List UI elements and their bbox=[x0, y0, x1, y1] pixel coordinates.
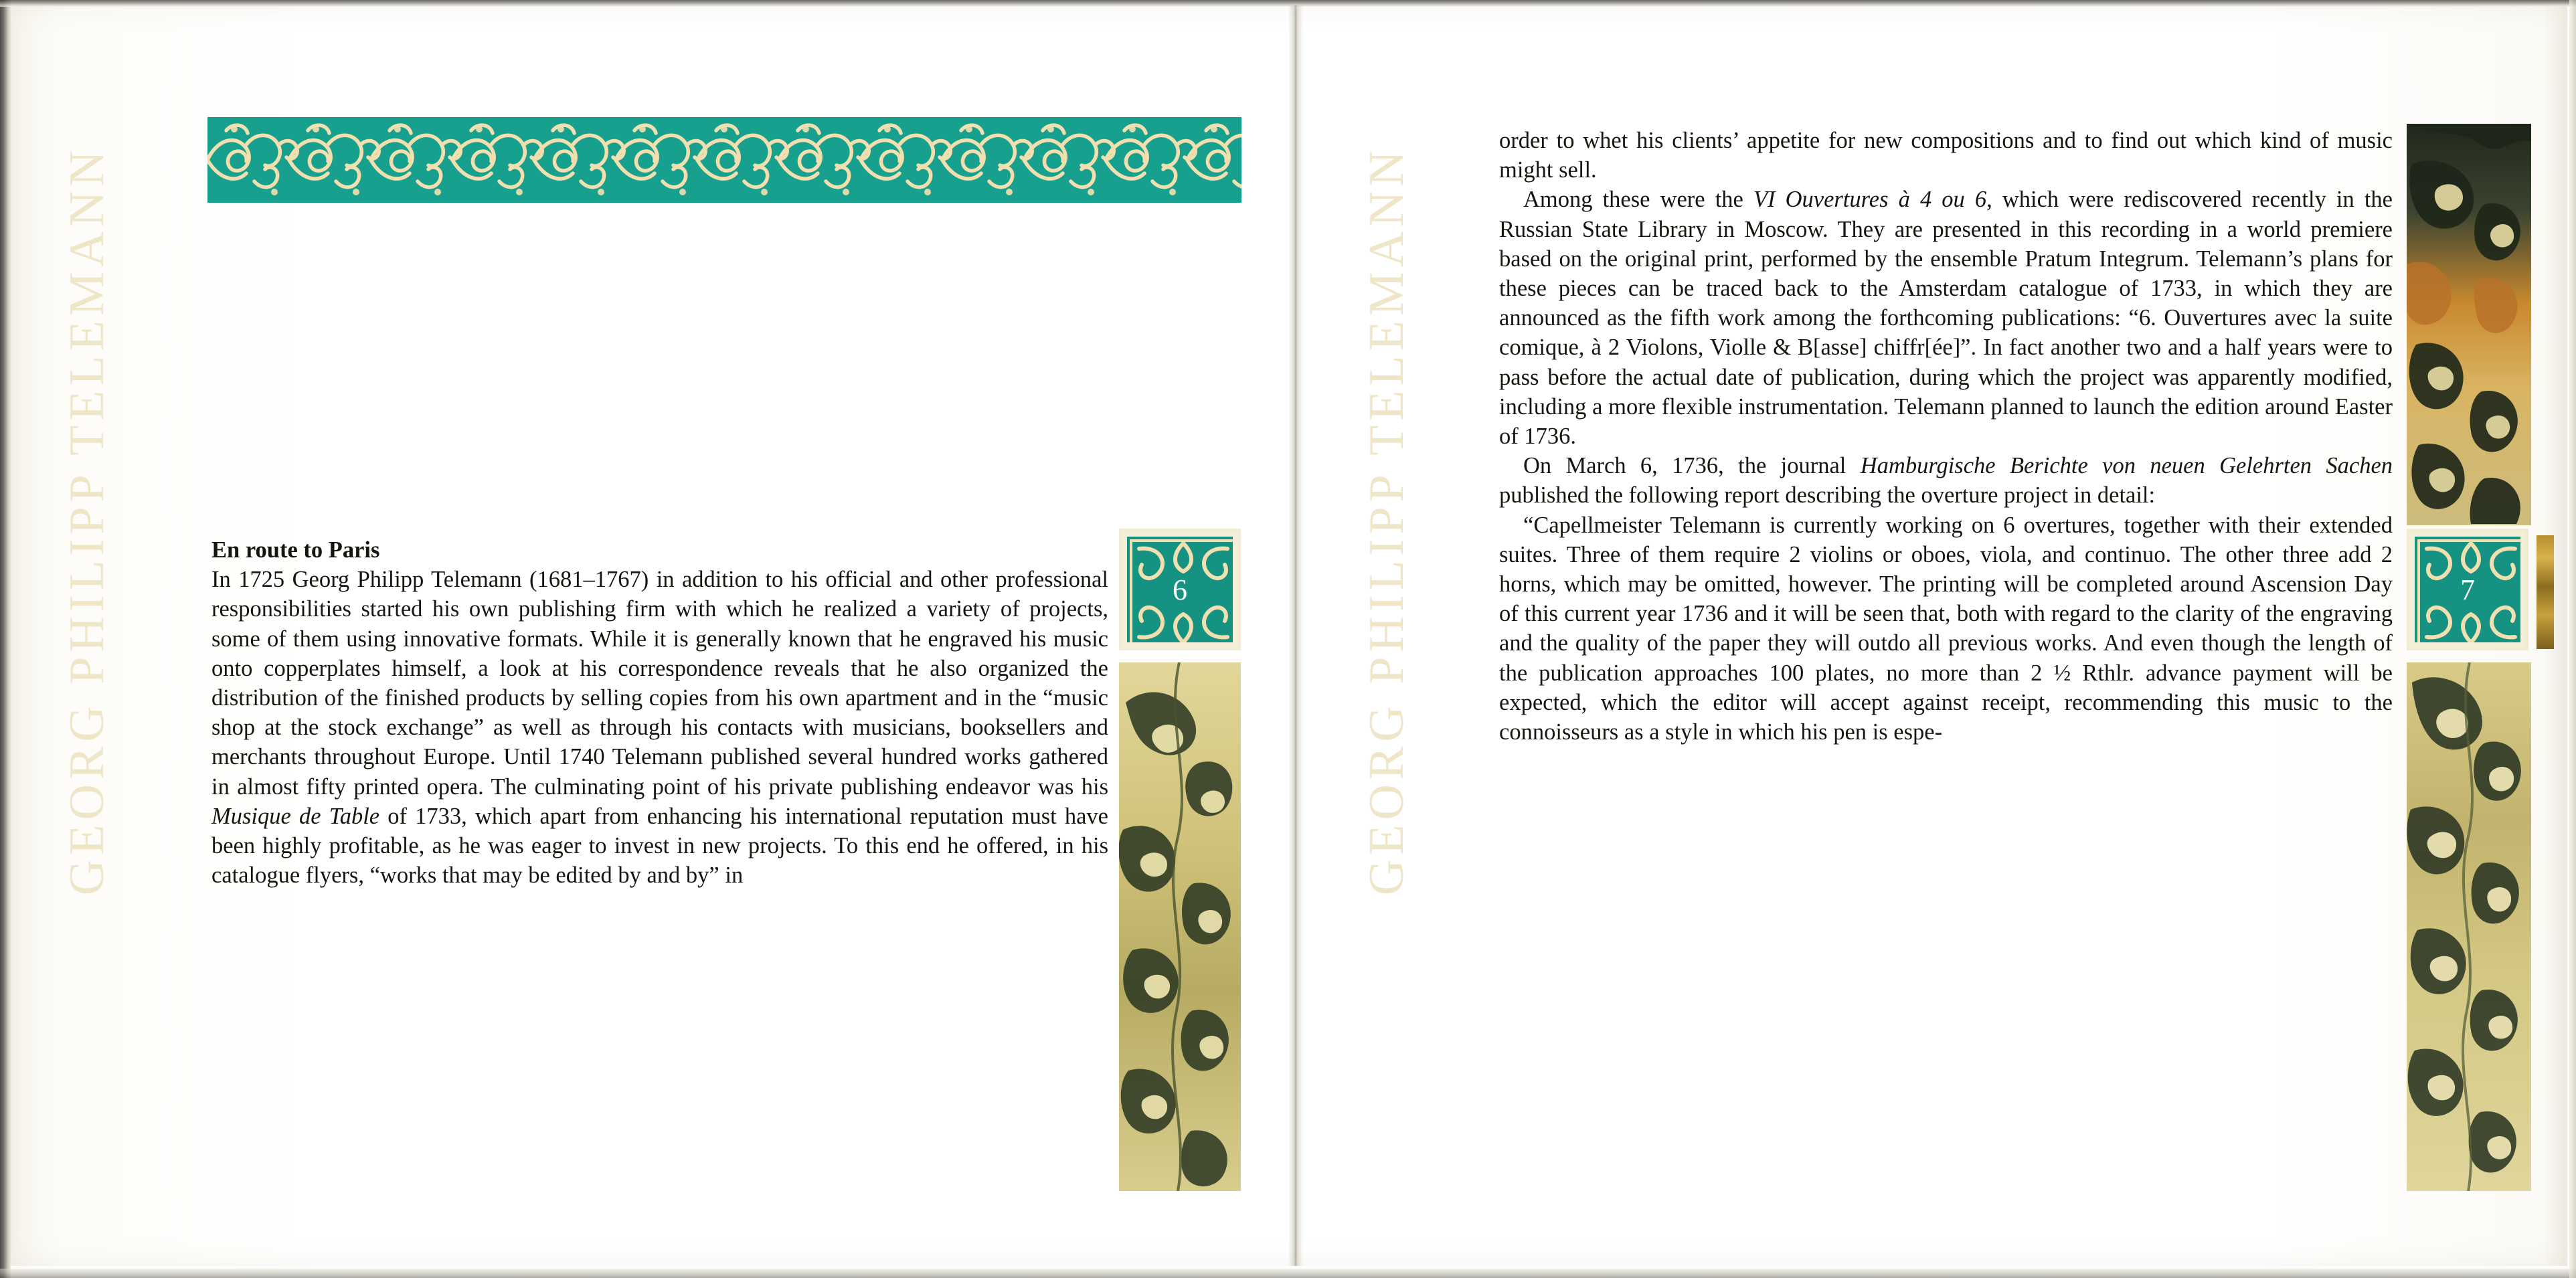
italic-work-title: VI Ouvertures à 4 ou 6 bbox=[1753, 187, 1987, 213]
right-page-paragraph-1 bbox=[1499, 126, 2393, 185]
scan-edge-bottom bbox=[0, 1269, 2576, 1278]
paragraph-body: “Capellmeister Telemann is currently working on 6 overtures, together with their extended suites. Three of them require 2 violins or oboes, viola, and continuo. The other three add 2 horns, which may be omitted, however. The printing will be completed around Ascension Day of this current year 1736 and it will be seen that, both with regard to the clarity of the engraving and the quality of the paper they will outdo all previous works. And even though the length of the publication approaches 100 plates, no more than 2 ½ Rthlr. advance payment will be expected, which the editor will accept against receipt, recommending this music to the connoisseurs as a style in which his pen is espe- bbox=[1499, 512, 2393, 745]
left-page-paragraph-1 bbox=[211, 565, 1108, 890]
page-number-ornament-left bbox=[1119, 529, 1241, 650]
paragraph-body: On March 6, 1736, the journal bbox=[1523, 453, 1861, 479]
italic-work-title: Hamburgische Berichte von neuen Gelehrten Sachen bbox=[1860, 453, 2393, 479]
right-page-paragraph-3 bbox=[1499, 451, 2393, 510]
right-page-paragraph-4 bbox=[1499, 511, 2393, 747]
spine-title-right: GEORG PHILIPP TELEMANN bbox=[1359, 146, 1414, 896]
heading-text: En route to Paris bbox=[211, 537, 380, 563]
right-page-text-column bbox=[1499, 126, 2393, 747]
floral-tapestry-right-bottom bbox=[2407, 662, 2531, 1191]
page-number-right: 7 bbox=[2460, 573, 2475, 606]
page-number-left: 6 bbox=[1173, 573, 1187, 606]
right-page-paragraph-2 bbox=[1499, 185, 2393, 451]
floral-tapestry-left bbox=[1119, 662, 1241, 1191]
paragraph-body: published the following report describing the overture project in detail: bbox=[1499, 482, 2156, 509]
floral-tapestry-right-top bbox=[2407, 124, 2531, 525]
paragraph-body: , which were rediscovered recently in the Russian State Library in Moscow. They are presented in this recording in a world premiere based on the original print, performed by the ensemble Pratum Integrum. Telemann’s plans for these pieces can be traced back to the Amsterdam catalogue of 1733, in which they are announced as the fifth work among the forthcoming publications: “6. Ouvertures avec la suite comique, à 2 Violons, Violle & B[asse] chiffr[ée]”. In fact another two and a half years were to pass before the actual date of publication, during which the project was apparently modified, including a more flexible instrumentation. Telemann planned to launch the edition around Easter of 1736. bbox=[1499, 187, 2393, 450]
left-page-heading bbox=[211, 535, 1108, 565]
page-number-ornament-right bbox=[2407, 529, 2528, 650]
paragraph-body: In 1725 Georg Philipp Telemann (1681–1767) in addition to his official and other professional responsibilities started his own publishing firm with which he realized a variety of projects, some of them using innovative formats. While it is generally known that he engraved his music onto copperplates himself, a look at his correspondence reveals that he also organized the distribution of the finished products by selling copies from his own apartment and in the “music shop at the stock exchange” as well as through his contacts with musicians, booksellers and merchants throughout Europe. Until 1740 Telemann published several hundred works gathered in almost fifty printed opera. The culminating point of his private publishing endeavor was his bbox=[211, 567, 1108, 800]
italic-work-title: Musique de Table bbox=[211, 803, 380, 829]
paragraph-body: Among these were the bbox=[1523, 187, 1753, 213]
scan-edge-left bbox=[0, 0, 11, 1278]
spine-title-left: GEORG PHILIPP TELEMANN bbox=[60, 146, 114, 896]
left-page-text-column bbox=[211, 535, 1108, 890]
book-gutter-line bbox=[1295, 8, 1296, 1265]
paragraph-body-continued: of 1733, which apart from enhancing his international reputation must have been highly profitable, as he was eager to invest in new projects. To this end he offered, in his catalogue flyers, “works that may be edited by and by” in bbox=[211, 803, 1108, 889]
gold-edge-strip bbox=[2537, 535, 2554, 649]
teal-arabesque-banner bbox=[207, 117, 1241, 203]
scan-edge-right bbox=[2569, 0, 2576, 1278]
paragraph-body: order to whet his clients’ appetite for new compositions and to find out which kind of music might sell. bbox=[1499, 128, 2393, 183]
